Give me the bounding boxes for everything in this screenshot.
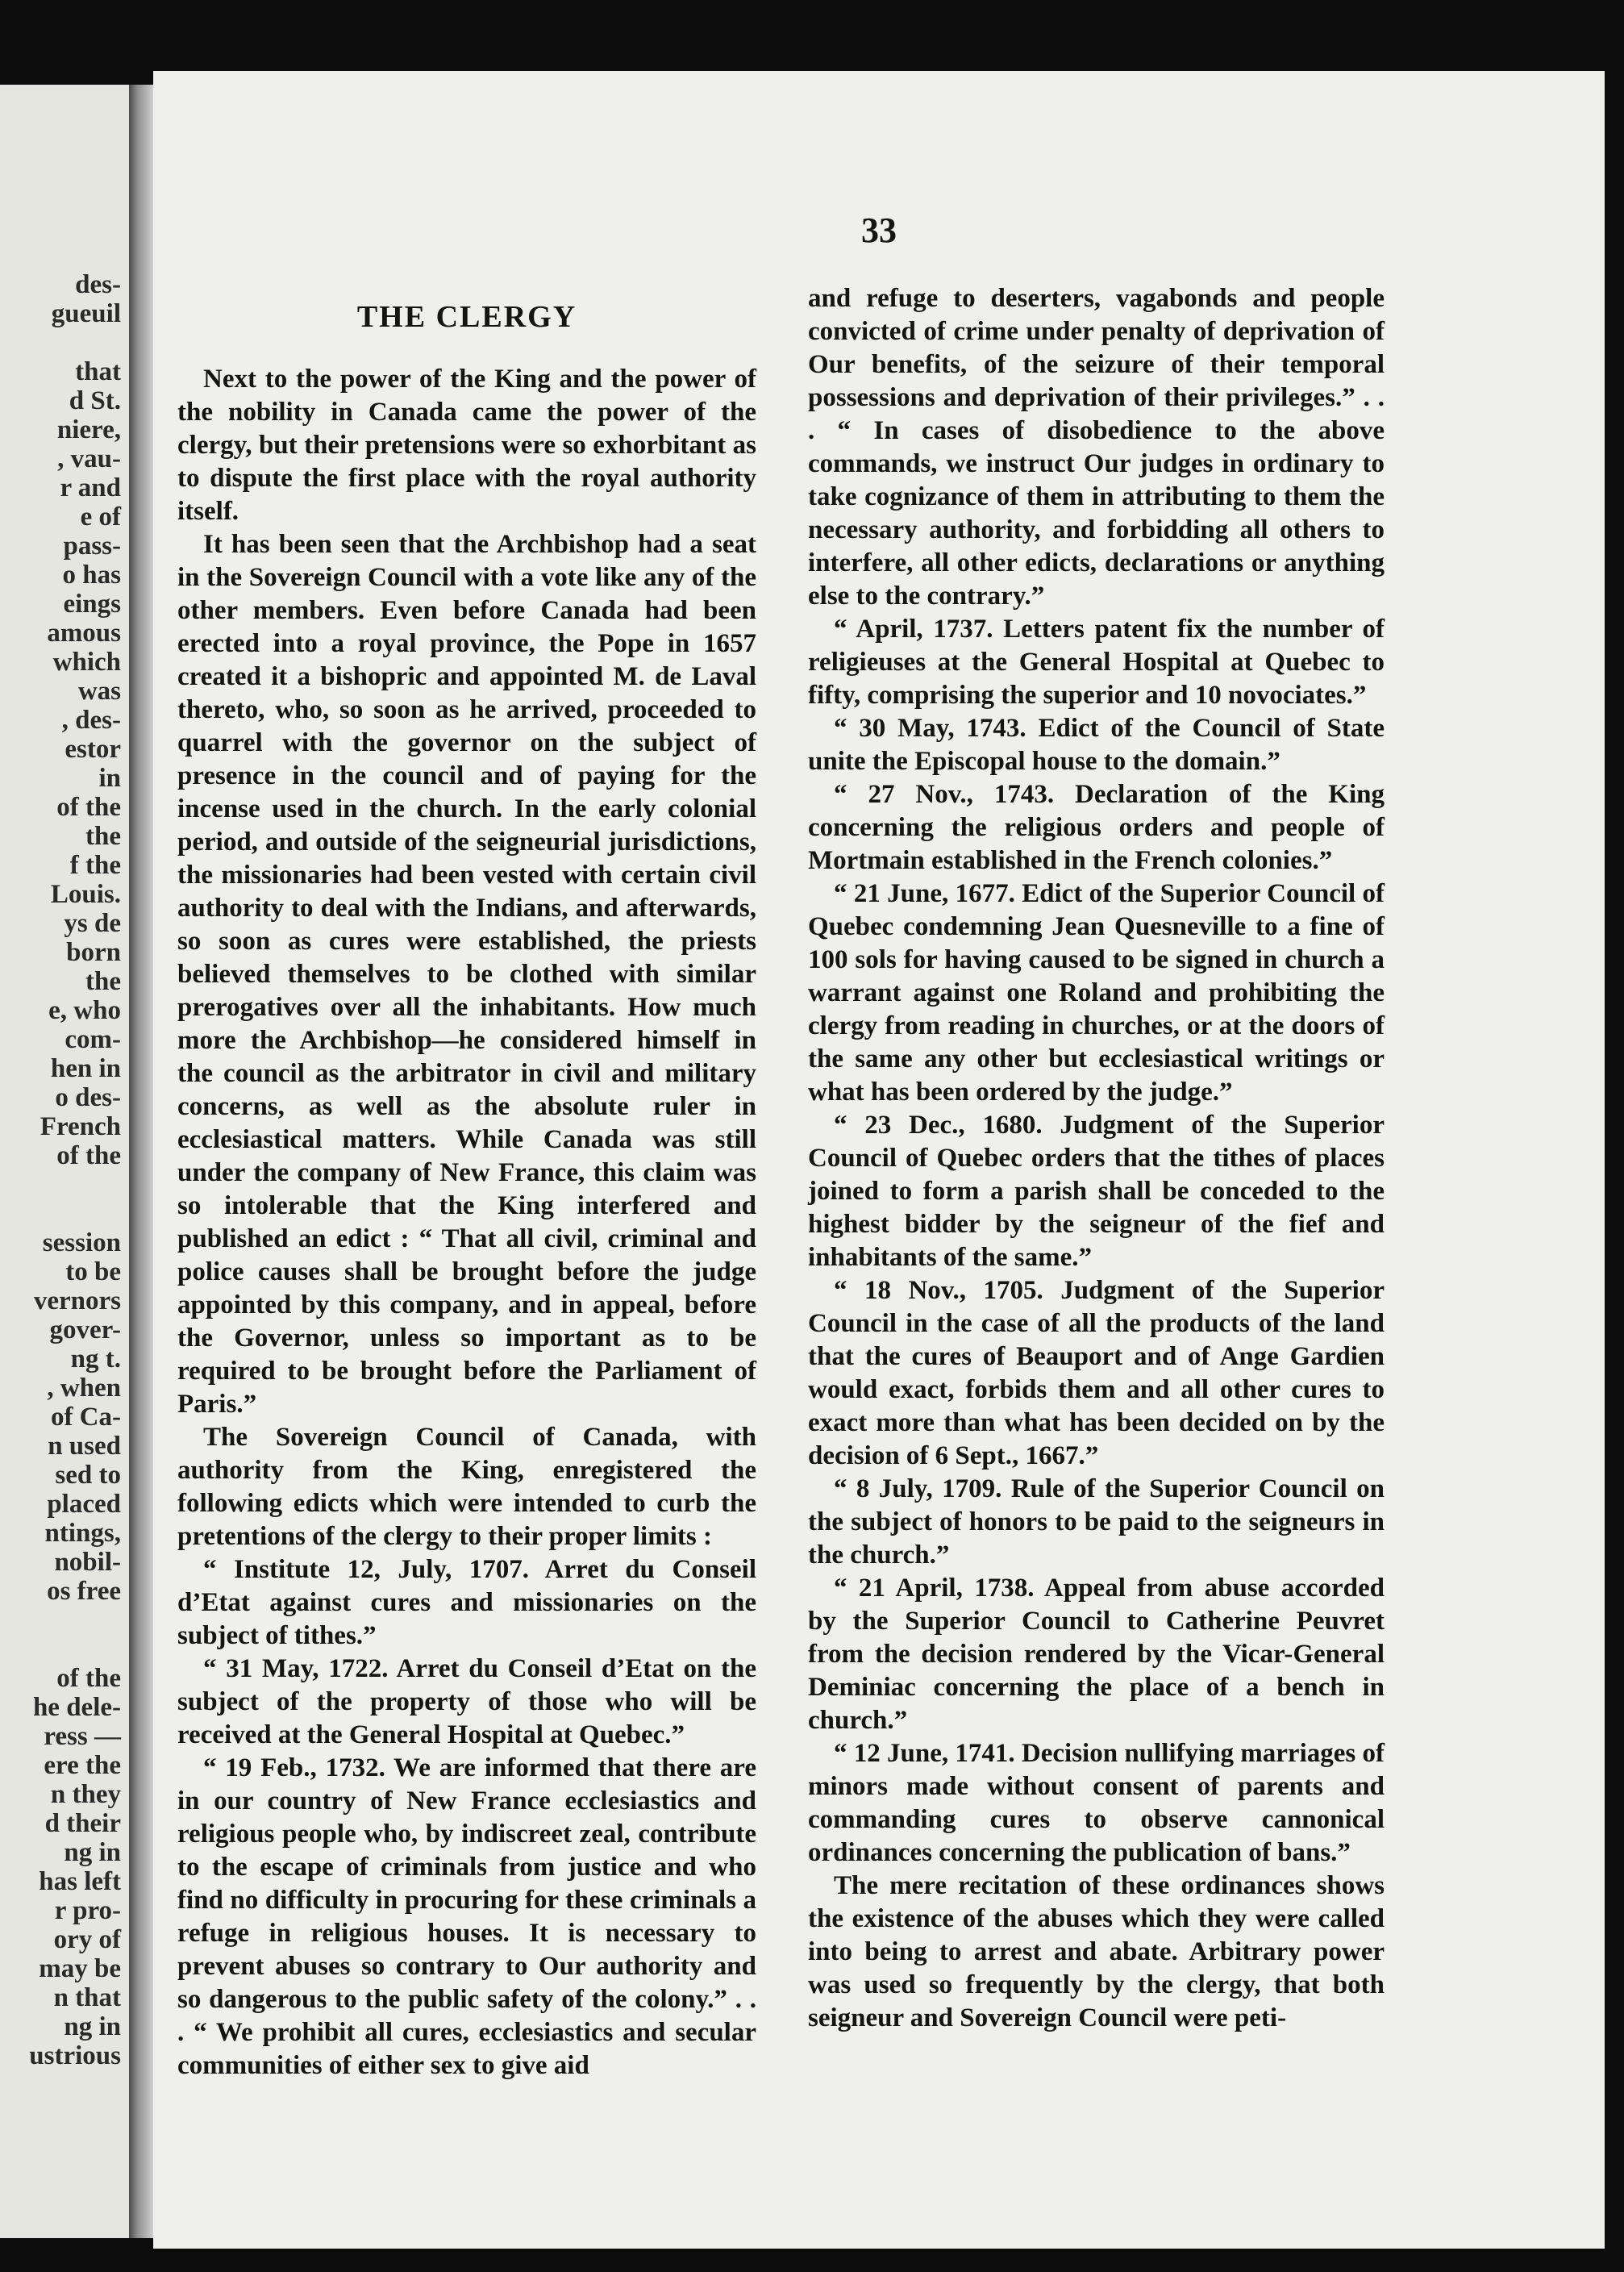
edict-entry: “ Institute 12, July, 1707. Arret du Conseil d’Etat against cures and missionaries on the subject of tithes.” xyxy=(177,1555,756,1650)
left-page-fragment: d St. xyxy=(69,386,121,415)
left-page-fragment xyxy=(0,1199,129,1228)
left-page-fragment: in xyxy=(98,764,121,793)
left-page-fragment: born xyxy=(66,938,121,967)
left-page-edge xyxy=(0,85,129,2238)
left-page-fragment: nobil- xyxy=(54,1548,121,1577)
left-page-fragment: estor xyxy=(65,735,121,764)
edict-entry: “ 27 Nov., 1743. Declaration of the King concerning the religious orders and people of Mortmain established in the French colonies.” xyxy=(808,780,1385,875)
left-page-fragment: placed xyxy=(47,1490,121,1519)
left-page-fragment xyxy=(0,328,129,357)
paragraph: The mere recitation of these ordinances shows the existence of the abuses which they were called into being to arrest and abate. Arbitrary power was used so frequently by the clergy, that both seigneur and Sovereign Council were peti- xyxy=(808,1871,1385,2032)
paragraph: Next to the power of the King and the power of the nobility in Canada came the power of the clergy, but their pretensions were so exhorbitant as to dispute the first place with the royal authority itself. xyxy=(177,365,756,526)
edict-entry: “ 12 June, 1741. Decision nullifying marriages of minors made without consent of parents and commanding cures to observe cannonical ordinances concerning the publication of bans.” xyxy=(808,1739,1385,1867)
left-page-fragment: n used xyxy=(48,1432,121,1461)
left-page-fragment: d their xyxy=(44,1809,121,1838)
left-page-fragment: of Ca- xyxy=(50,1403,121,1432)
left-page-fragment: o has xyxy=(62,561,121,590)
left-page-fragment: French xyxy=(40,1112,121,1141)
left-page-fragment: e of xyxy=(80,502,121,532)
left-page-fragment: o des- xyxy=(55,1083,121,1112)
column-left xyxy=(177,301,756,2082)
left-page-fragment: ory of xyxy=(53,1925,121,1954)
left-page-fragment: f the xyxy=(69,851,121,880)
left-page-fragment: of the xyxy=(56,1664,121,1693)
left-page-fragment: r and xyxy=(60,473,121,502)
left-page-fragment: n that xyxy=(53,1983,121,2012)
left-page-fragment: may be xyxy=(39,1954,121,1983)
left-page-fragment: des- xyxy=(75,270,121,299)
left-page-fragment xyxy=(0,1606,129,1635)
left-page-fragment: he dele- xyxy=(32,1693,121,1722)
left-page-fragment: gover- xyxy=(49,1315,121,1344)
book-gutter xyxy=(129,85,153,2238)
left-page-fragment: com- xyxy=(65,1025,121,1054)
edict-entry: “ 31 May, 1722. Arret du Conseil d’Etat on the subject of the property of those who will be received at the General Hospital at Quebec.” xyxy=(177,1654,756,1749)
left-page-fragment: to be xyxy=(65,1257,121,1286)
left-page-fragments xyxy=(0,85,129,2070)
left-page-fragment: the xyxy=(85,822,121,851)
left-page-fragment: of the xyxy=(56,793,121,822)
paragraph: The Sovereign Council of Canada, with authority from the King, enregistered the following edicts which were intended to curb the pretentions of the clergy to their proper limits : xyxy=(177,1423,756,1551)
left-page-fragment: , vau- xyxy=(57,444,121,473)
edict-entry: “ April, 1737. Letters patent fix the number of religieuses at the General Hospital at Quebec to fifty, comprising the superior and 10 novociates.” xyxy=(808,615,1385,710)
page-number: 33 xyxy=(861,211,897,250)
left-page-fragment: ress — xyxy=(44,1722,121,1751)
left-page-fragment: os free xyxy=(47,1577,121,1606)
left-page-fragment: ere the xyxy=(44,1751,121,1780)
left-page-fragment: eings xyxy=(63,590,121,619)
left-page-fragment: , des- xyxy=(61,706,121,735)
left-page-fragment: which xyxy=(52,648,121,677)
left-page-fragment: , when xyxy=(47,1374,121,1403)
left-page-fragment: that xyxy=(75,357,121,386)
edict-entry: “ 19 Feb., 1732. We are informed that there are in our country of New France ecclesiastics and religious people who, by indiscreet zeal, contribute to the escape of criminals from justice and who find no difficulty in procuring for these criminals a refuge in religious houses. It is necessary to prevent abuses so contrary to Our authority and so dangerous to the public safety of the colony.” . . . “ We prohibit all cures, ecclesiastics and secular communities of either sex to give aid xyxy=(177,1753,756,2080)
left-page-fragment xyxy=(0,1635,129,1664)
edict-entry: “ 21 June, 1677. Edict of the Superior Council of Quebec condemning Jean Quesneville to a fine of 100 sols for having caused to be signed in church a warrant against one Roland and prohibiting the clergy from reading in churches, or at the doors of the same any other but ecclesiastical writings or what has been ordered by the judge.” xyxy=(808,879,1385,1107)
left-page-fragment xyxy=(0,1170,129,1199)
edict-entry: “ 23 Dec., 1680. Judgment of the Superior Council of Quebec orders that the tithes of places joined to form a parish shall be conceded to the highest bidder by the seigneur of the fief and inhabitants of the same.” xyxy=(808,1111,1385,1272)
left-page-fragment: has left xyxy=(39,1867,121,1896)
left-page-fragment: niere, xyxy=(56,415,121,444)
left-page-fragment: Louis. xyxy=(50,880,121,909)
left-page-fragment: session xyxy=(42,1228,121,1257)
edict-entry: “ 8 July, 1709. Rule of the Superior Council on the subject of honors to be paid to the seigneurs in the church.” xyxy=(808,1474,1385,1570)
left-page-fragment: ng in xyxy=(64,2012,121,2041)
left-page-fragment: ys de xyxy=(64,909,121,938)
left-page-fragment: pass- xyxy=(63,532,121,561)
left-page-fragment: sed to xyxy=(55,1461,121,1490)
edict-entry: “ 30 May, 1743. Edict of the Council of State unite the Episcopal house to the domain.” xyxy=(808,714,1385,776)
left-page-fragment: ustrious xyxy=(29,2041,121,2070)
left-page-fragment: gueuil xyxy=(51,299,121,328)
paragraph: and refuge to deserters, vagabonds and people convicted of crime under penalty of deprivation of Our benefits, of the seizure of their temporal possessions and deprivation of their privileges.” . . . “ In cases of disobedience to the above commands, we instruct Our judges in ordinary to take cognizance of them in attributing to them the necessary authority, and forbidding all others to interfere, all other edicts, declarations or anything else to the contrary.” xyxy=(808,284,1385,611)
edict-entry: “ 18 Nov., 1705. Judgment of the Superior Council in the case of all the products of the land that the cures of Beauport and of Ange Gardien would exact, forbids them and all other cures to exact more than what has been decided on by the decision of 6 Sept., 1667.” xyxy=(808,1276,1385,1470)
left-page-fragment: of the xyxy=(56,1141,121,1170)
left-page-fragment: r pro- xyxy=(54,1896,121,1925)
left-page-fragment: ng t. xyxy=(70,1344,121,1374)
left-page-fragment: amous xyxy=(47,619,121,648)
left-page-fragment: the xyxy=(85,967,121,996)
left-page-fragment: vernors xyxy=(33,1286,121,1315)
left-page-fragment: e, who xyxy=(48,996,121,1025)
left-page-fragment: ntings, xyxy=(44,1519,121,1548)
chapter-heading: THE CLERGY xyxy=(356,300,577,334)
left-page-fragment: ng in xyxy=(64,1838,121,1867)
edict-entry: “ 21 April, 1738. Appeal from abuse accorded by the Superior Council to Catherine Peuvret from the decision rendered by the Vicar-General Deminiac concerning the place of a bench in church.” xyxy=(808,1574,1385,1735)
left-page-fragment: n they xyxy=(50,1780,121,1809)
left-page-fragment: hen in xyxy=(50,1054,121,1083)
column-right xyxy=(808,282,1385,2035)
right-page xyxy=(153,71,1605,2249)
paragraph: It has been seen that the Archbishop had a seat in the Sovereign Council with a vote like any of the other members. Even before Canada had been erected into a royal province, the Pope in 1657 created it a bishopric and appointed M. de Laval thereto, who, so soon as he arrived, proceeded to quarrel with the governor on the subject of presence in the council and of paying for the incense used in the church. In the early colonial period, and outside of the seigneurial jurisdictions, the missionaries had been vested with certain civil authority to deal with the Indians, and afterwards, so soon as cures were established, the priests believed themselves to be clothed with similar prerogatives over all the inhabitants. How much more the Archbishop—he considered himself in the council as the arbitrator in civil and military concerns, as well as the absolute ruler in ecclesiastical matters. While Canada was still under the company of New France, this claim was so intolerable that the King interfered and published an edict : “ That all civil, criminal and police causes shall be brought before the judge appointed by this company, and in appeal, before the Governor, unless so important as to be required to be brought before the Parliament of Paris.” xyxy=(177,530,756,1419)
left-page-fragment: was xyxy=(77,677,121,706)
